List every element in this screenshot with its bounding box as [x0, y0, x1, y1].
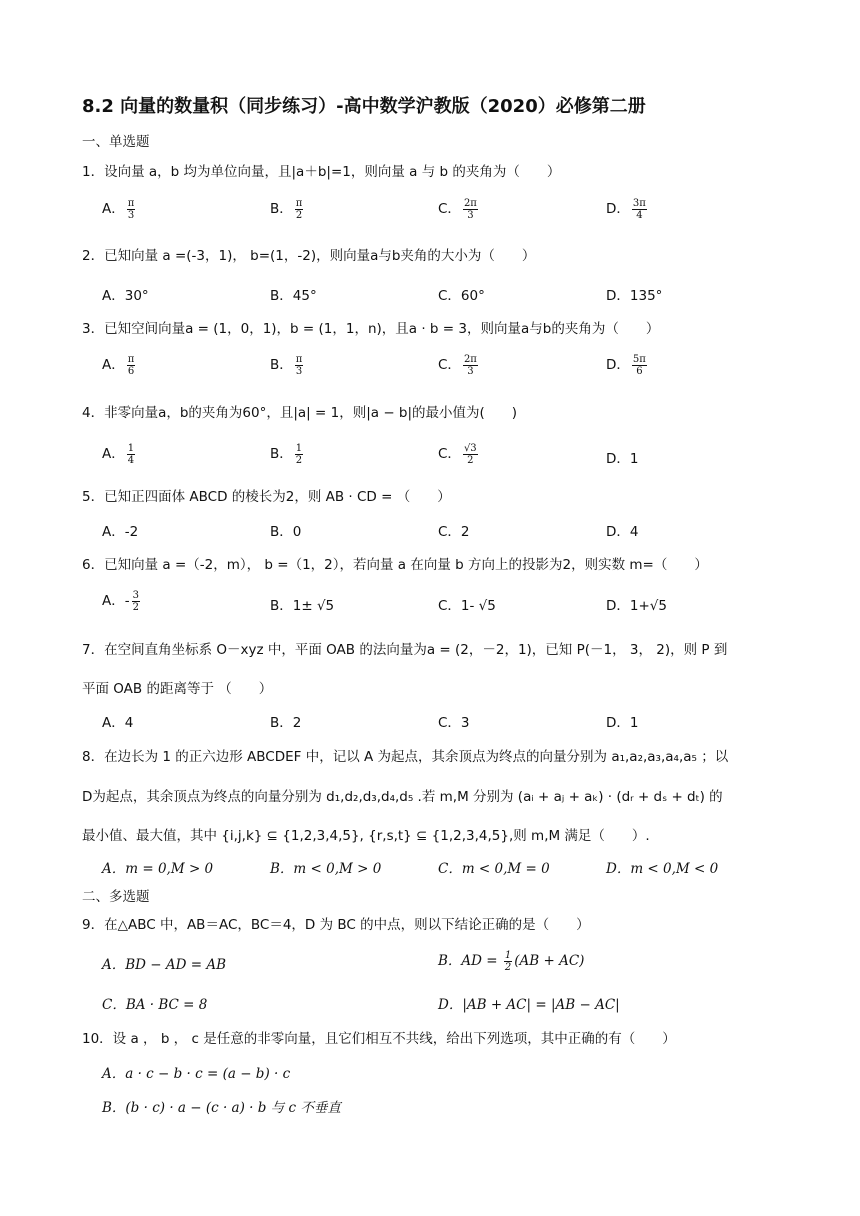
fraction — [632, 354, 647, 377]
option-label: A． — [102, 201, 125, 217]
question-2-option-b: B．45° — [270, 288, 317, 304]
option-label: B． — [270, 446, 293, 462]
option-label: A．- — [102, 593, 130, 609]
option-label: B． — [270, 357, 293, 373]
option-label: C． — [438, 357, 461, 373]
denominator: 2 — [467, 454, 474, 466]
question-7-stem-line-2: 平面 OAB 的距离等于 （ ） — [82, 681, 273, 697]
question-6-option-b: B．1± √5 — [270, 598, 335, 614]
option-label: C． — [438, 201, 461, 217]
question-8-option-b: B．m < 0,M > 0 — [270, 861, 382, 877]
question-5-option-b: B．0 — [270, 524, 302, 540]
question-9-option-d: D．|AB + AC| = |AB − AC| — [438, 997, 620, 1013]
question-6-stem: 6．已知向量 a =（-2，m）， b =（1，2），若向量 a 在向量 b 方向上的投影为2，则实数 m=（ ） — [82, 557, 708, 573]
numerator: 1 — [127, 442, 135, 454]
page-title: 8.2 向量的数量积（同步练习）-高中数学沪教版（2020）必修第二册 — [82, 96, 646, 117]
denominator: 3 — [467, 365, 474, 377]
denominator: 3 — [467, 209, 474, 221]
question-10-stem: 10．设 a ， b ， c 是任意的非零向量，且它们相互不共线，给出下列选项，其中正确的有（ ） — [82, 1031, 676, 1047]
question-7-option-a: A．4 — [102, 715, 134, 731]
question-10-option-a: A．a · c − b · c = (a − b) · c — [102, 1066, 291, 1082]
section-multiple-choice: 二、多选题 — [82, 889, 150, 905]
denominator: 6 — [127, 365, 135, 377]
option-label: C． — [438, 446, 461, 462]
fraction — [463, 198, 478, 221]
question-5-option-c: C．2 — [438, 524, 470, 540]
question-2-option-a: A．30° — [102, 288, 149, 304]
question-8-stem-line-1: 8．在边长为 1 的正六边形 ABCDEF 中，记以 A 为起点，其余顶点为终点的向量分别为 a₁,a₂,a₃,a₄,a₅ ；以 — [82, 749, 729, 765]
question-4-option-b — [270, 442, 305, 466]
denominator: 2 — [504, 962, 512, 973]
denominator: 2 — [132, 601, 139, 613]
denominator: 4 — [127, 454, 135, 466]
question-9-option-c: C．BA · BC = 8 — [102, 997, 208, 1013]
question-2-stem: 2．已知向量 a =(-3，1)， b=(1，-2)，则向量a与b夹角的大小为（ ） — [82, 248, 536, 264]
option-label: B．AD = — [438, 953, 502, 969]
question-9-option-a: A．BD − AD = AB — [102, 957, 227, 973]
question-6-option-d: D．1+√5 — [606, 598, 667, 614]
question-1-option-a — [102, 197, 137, 221]
fraction — [127, 354, 136, 377]
question-5-stem: 5．已知正四面体 ABCD 的棱长为2，则 AB · CD = （ ） — [82, 489, 451, 505]
denominator: 2 — [295, 209, 303, 221]
question-7-stem-line-1: 7．在空间直角坐标系 O－xyz 中，平面 OAB 的法向量为a = (2，－2，1)，已知 P(－1， 3， 2)，则 P 到 — [82, 642, 728, 658]
question-8-option-a: A．m = 0,M > 0 — [102, 861, 214, 877]
fraction — [632, 198, 647, 221]
option-label: A． — [102, 446, 125, 462]
option-label: D． — [606, 201, 630, 217]
option-label: A． — [102, 357, 125, 373]
denominator: 3 — [295, 365, 303, 377]
numerator: 5π — [632, 353, 646, 365]
numerator: π — [127, 197, 135, 209]
numerator: 1 — [504, 950, 512, 961]
question-6-option-c: C．1- √5 — [438, 598, 496, 614]
question-1-stem: 1．设向量 a，b 均为单位向量，且|a＋b|=1，则向量 a 与 b 的夹角为（ ） — [82, 164, 561, 180]
numerator: 3π — [632, 197, 646, 209]
question-5-option-a: A．-2 — [102, 524, 139, 540]
question-5-option-d: D．4 — [606, 524, 639, 540]
numerator: π — [127, 353, 135, 365]
question-9-option-b — [438, 949, 584, 973]
denominator: 6 — [636, 365, 643, 377]
question-2-option-d: D．135° — [606, 288, 663, 304]
question-7-option-c: C．3 — [438, 715, 470, 731]
numerator: 1 — [295, 442, 303, 454]
question-6-option-a — [102, 589, 142, 613]
question-2-option-c: C．60° — [438, 288, 485, 304]
question-8-option-c: C．m < 0,M = 0 — [438, 861, 550, 877]
fraction — [463, 443, 478, 466]
fraction — [504, 950, 512, 973]
denominator: 3 — [127, 209, 135, 221]
question-8-stem-line-2: D为起点，其余顶点为终点的向量分别为 d₁,d₂,d₃,d₄,d₅ .若 m,M 分别为 (aᵢ + aⱼ + aₖ) · (dᵣ + dₛ + dₜ) 的 — [82, 789, 723, 805]
question-4-option-a — [102, 442, 137, 466]
option-label: B． — [270, 201, 293, 217]
question-1-option-c — [438, 197, 480, 221]
question-1-option-b — [270, 197, 305, 221]
question-3-option-b — [270, 353, 305, 377]
fraction — [127, 443, 135, 466]
numerator: π — [295, 197, 303, 209]
numerator: √3 — [463, 442, 477, 454]
question-7-option-b: B．2 — [270, 715, 302, 731]
numerator: 2π — [463, 353, 477, 365]
option-label: D． — [606, 357, 630, 373]
question-1-option-d — [606, 197, 649, 221]
fraction — [295, 443, 303, 466]
denominator: 4 — [636, 209, 643, 221]
numerator: 3 — [132, 589, 139, 601]
fraction — [463, 354, 478, 377]
fraction — [127, 198, 136, 221]
question-8-stem-line-3: 最小值、最大值，其中 {i,j,k} ⊆ {1,2,3,4,5}, {r,s,t} ⊆ {1,2,3,4,5},则 m,M 满足（ ）. — [82, 828, 650, 844]
denominator: 2 — [295, 454, 303, 466]
question-4-option-d: D．1 — [606, 451, 639, 467]
numerator: π — [295, 353, 303, 365]
fraction — [132, 590, 140, 613]
section-single-choice: 一、单选题 — [82, 134, 150, 150]
question-3-stem: 3．已知空间向量a = (1，0，1)，b = (1，1，n)，且a · b = 3，则向量a与b的夹角为（ ） — [82, 321, 660, 337]
question-7-option-d: D．1 — [606, 715, 639, 731]
option-expression: (AB + AC) — [514, 953, 585, 969]
question-10-option-b: B．(b · c) · a − (c · a) · b 与 c 不垂直 — [102, 1100, 341, 1116]
question-9-stem: 9．在△ABC 中，AB＝AC，BC＝4，D 为 BC 的中点，则以下结论正确的是（ ） — [82, 917, 590, 933]
numerator: 2π — [463, 197, 477, 209]
question-3-option-c — [438, 353, 480, 377]
question-8-option-d: D．m < 0,M < 0 — [606, 861, 719, 877]
question-4-option-c — [438, 442, 480, 466]
fraction — [295, 198, 304, 221]
question-4-stem: 4．非零向量a，b的夹角为60°，且|a| = 1，则|a − b|的最小值为( ) — [82, 405, 518, 421]
fraction — [295, 354, 304, 377]
question-3-option-a — [102, 353, 137, 377]
question-3-option-d — [606, 353, 649, 377]
